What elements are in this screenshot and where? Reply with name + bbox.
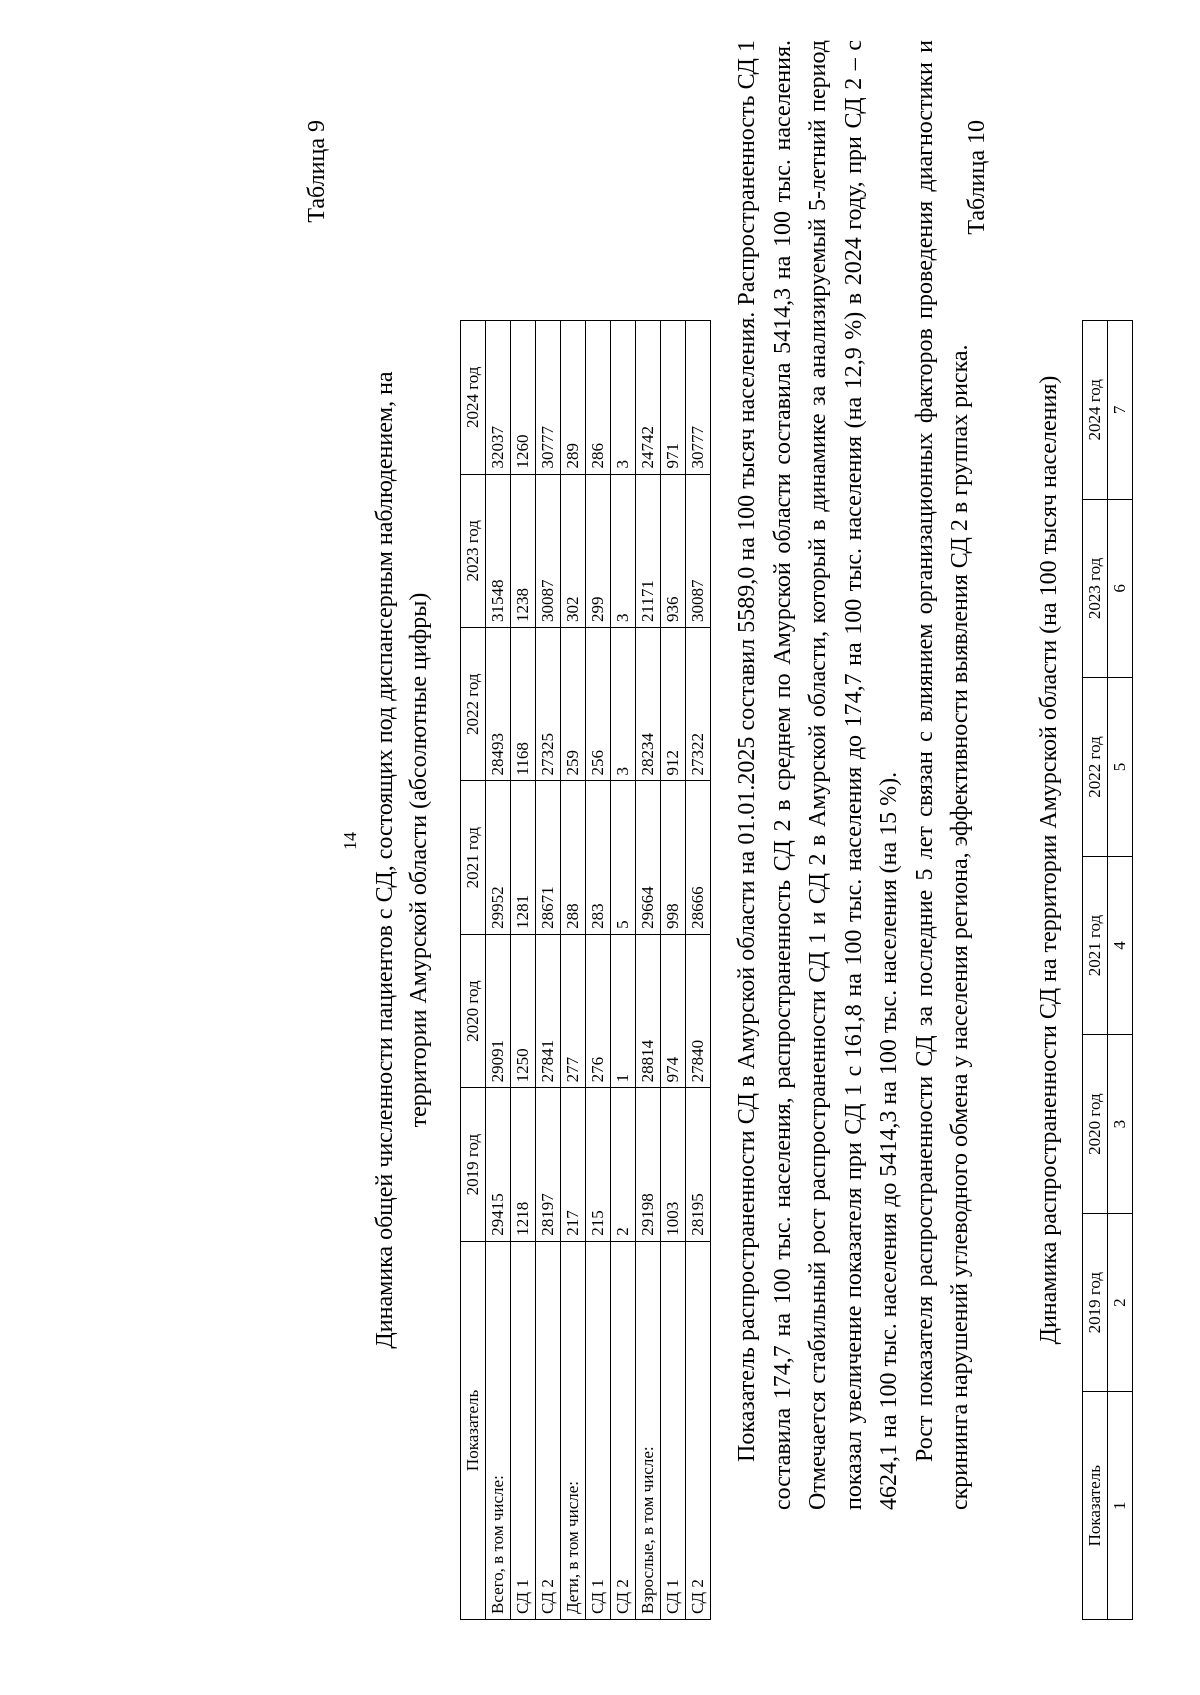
table9-cell: 30777 xyxy=(536,321,561,475)
table9 xyxy=(460,320,711,1620)
table10-column-number: 1 xyxy=(1108,1392,1133,1620)
table9-cell: 29091 xyxy=(486,934,511,1087)
table10-column-number: 7 xyxy=(1108,321,1133,500)
table9-row xyxy=(561,321,586,1620)
table9-cell: 936 xyxy=(661,474,686,627)
table9-cell: 32037 xyxy=(486,321,511,475)
table9-cell: 27840 xyxy=(686,934,711,1087)
table9-cell: Взрослые, в том числе: xyxy=(636,1241,661,1619)
table9-cell: 215 xyxy=(586,1088,611,1241)
table9-cell: 1260 xyxy=(511,321,536,475)
table9-cell: 277 xyxy=(561,934,586,1087)
table9-header-cell: Показатель xyxy=(461,1241,486,1619)
table9-cell: 30087 xyxy=(536,474,561,627)
table9-cell: 288 xyxy=(561,781,586,934)
table10-column-number: 5 xyxy=(1108,678,1133,857)
table9-cell: СД 1 xyxy=(661,1241,686,1619)
table9-cell: 1250 xyxy=(511,934,536,1087)
table9-cell: СД 2 xyxy=(611,1241,636,1619)
table9-cell: 2 xyxy=(611,1088,636,1241)
paragraph-1: Показатель распространенности СД в Амурской области на 01.01.2025 составил 5589,0 на 100 тысяч населения. Распространенность СД 1 составила 174,7 на 100 тыс. населения, распространенность СД 2 в среднем по Амурской области составила 5414,3 на 100 тыс. населения. Отмечается стабильный рост распространенности СД 1 и СД 2 в Амурской области, который в динамике за анализируемый 5-летний период показал увеличение показателя при СД 1 с 161,8 на 100 тыс. населения до 174,7 на 100 тыс. населения (на 12,9 %) в 2024 году, при СД 2 – с 4624,1 на 100 тыс. населения до 5414,3 на 100 тыс. населения (на 15 %). xyxy=(734,40,902,1510)
table9-cell: 974 xyxy=(661,934,686,1087)
table9-cell: 1238 xyxy=(511,474,536,627)
table9-cell: 28195 xyxy=(686,1088,711,1241)
table9-cell: 30777 xyxy=(686,321,711,475)
table9-cell: 27841 xyxy=(536,934,561,1087)
table9-header-row xyxy=(461,321,486,1620)
table9-cell: 31548 xyxy=(486,474,511,627)
table9-cell: 998 xyxy=(661,781,686,934)
table9-cell: 29198 xyxy=(636,1088,661,1241)
table9-cell: СД 2 xyxy=(686,1241,711,1619)
table10-header-cell: 2019 год xyxy=(1083,1213,1108,1392)
table9-row xyxy=(686,321,711,1620)
table9-cell: 276 xyxy=(586,934,611,1087)
table9-cell: 286 xyxy=(586,321,611,475)
table9-header-cell: 2024 год xyxy=(461,321,486,475)
table9-header-cell: 2023 год xyxy=(461,474,486,627)
table10-label: Таблица 10 xyxy=(964,120,990,235)
table10-header-cell: 2024 год xyxy=(1083,321,1108,500)
table9-cell: 1003 xyxy=(661,1088,686,1241)
table9-cell: 3 xyxy=(611,627,636,780)
table10 xyxy=(1082,320,1133,1620)
table10-header-cell: 2020 год xyxy=(1083,1035,1108,1214)
table9-label: Таблица 9 xyxy=(304,120,330,223)
table10-column-number: 4 xyxy=(1108,856,1133,1035)
table9-caption-line2: территории Амурской области (абсолютные цифры) xyxy=(406,592,432,1128)
table10-header-cell: 2023 год xyxy=(1083,499,1108,678)
table9-cell: 28197 xyxy=(536,1088,561,1241)
table9-caption-line1: Динамика общей численности пациентов с СД, состоящих под диспансерным наблюдением, на xyxy=(372,371,398,1349)
table9-cell: 1 xyxy=(611,934,636,1087)
table9-header-cell: 2019 год xyxy=(461,1088,486,1241)
table9-row xyxy=(511,321,536,1620)
table9-cell: 256 xyxy=(586,627,611,780)
table10-caption: Динамика распространенности СД на территории Амурской области (на 100 тысяч населения) xyxy=(1036,375,1062,1345)
table9-cell: 28234 xyxy=(636,627,661,780)
table10-header-cell: 2022 год xyxy=(1083,678,1108,857)
table9-row xyxy=(486,321,511,1620)
table9-row xyxy=(586,321,611,1620)
table9-cell: 28493 xyxy=(486,627,511,780)
table9-cell: 217 xyxy=(561,1088,586,1241)
table10-header-row xyxy=(1083,321,1108,1620)
table9-cell: СД 1 xyxy=(511,1241,536,1619)
table9-row xyxy=(661,321,686,1620)
table9-cell: СД 2 xyxy=(536,1241,561,1619)
table9-row xyxy=(636,321,661,1620)
table9-cell: 30087 xyxy=(686,474,711,627)
table9-cell: 912 xyxy=(661,627,686,780)
table9-cell: 1281 xyxy=(511,781,536,934)
table9-header-cell: 2020 год xyxy=(461,934,486,1087)
table9-header-cell: 2021 год xyxy=(461,781,486,934)
table9-cell: 5 xyxy=(611,781,636,934)
rotated-content xyxy=(244,40,1144,1640)
table9-row xyxy=(611,321,636,1620)
table9-cell: 27322 xyxy=(686,627,711,780)
table10-column-number: 3 xyxy=(1108,1035,1133,1214)
table9-cell: Дети, в том числе: xyxy=(561,1241,586,1619)
table9-cell: 283 xyxy=(586,781,611,934)
page-number: 14 xyxy=(340,832,360,850)
table9-cell: 3 xyxy=(611,321,636,475)
table9-cell: 1218 xyxy=(511,1088,536,1241)
table10-column-number: 2 xyxy=(1108,1213,1133,1392)
table9-cell: 21171 xyxy=(636,474,661,627)
table9-cell: 29415 xyxy=(486,1088,511,1241)
table9-cell: 302 xyxy=(561,474,586,627)
table9-cell: 1168 xyxy=(511,627,536,780)
table9-cell: 29664 xyxy=(636,781,661,934)
paragraph-2: Рост показателя распространенности СД за последние 5 лет связан с влиянием организационных факторов проведения диагностики и скрининга нарушений углеводного обмена у населения региона, эффективности выявления СД 2 в группах риска. xyxy=(911,40,973,1510)
body-text xyxy=(730,40,979,1510)
table9-cell: Всего, в том числе: xyxy=(486,1241,511,1619)
table9-cell: 28671 xyxy=(536,781,561,934)
table9-cell: 28814 xyxy=(636,934,661,1087)
table9-row xyxy=(536,321,561,1620)
table10-header-cell: Показатель xyxy=(1083,1392,1108,1620)
table9-cell: 27325 xyxy=(536,627,561,780)
table9-cell: 29952 xyxy=(486,781,511,934)
table10-column-number-row xyxy=(1108,321,1133,1620)
table9-header-cell: 2022 год xyxy=(461,627,486,780)
table9-cell: 289 xyxy=(561,321,586,475)
table10-column-number: 6 xyxy=(1108,499,1133,678)
table9-cell: 3 xyxy=(611,474,636,627)
table9-cell: 28666 xyxy=(686,781,711,934)
table10-header-cell: 2021 год xyxy=(1083,856,1108,1035)
table9-cell: СД 1 xyxy=(586,1241,611,1619)
table9-cell: 971 xyxy=(661,321,686,475)
table9-cell: 24742 xyxy=(636,321,661,475)
table9-cell: 299 xyxy=(586,474,611,627)
table9-cell: 259 xyxy=(561,627,586,780)
